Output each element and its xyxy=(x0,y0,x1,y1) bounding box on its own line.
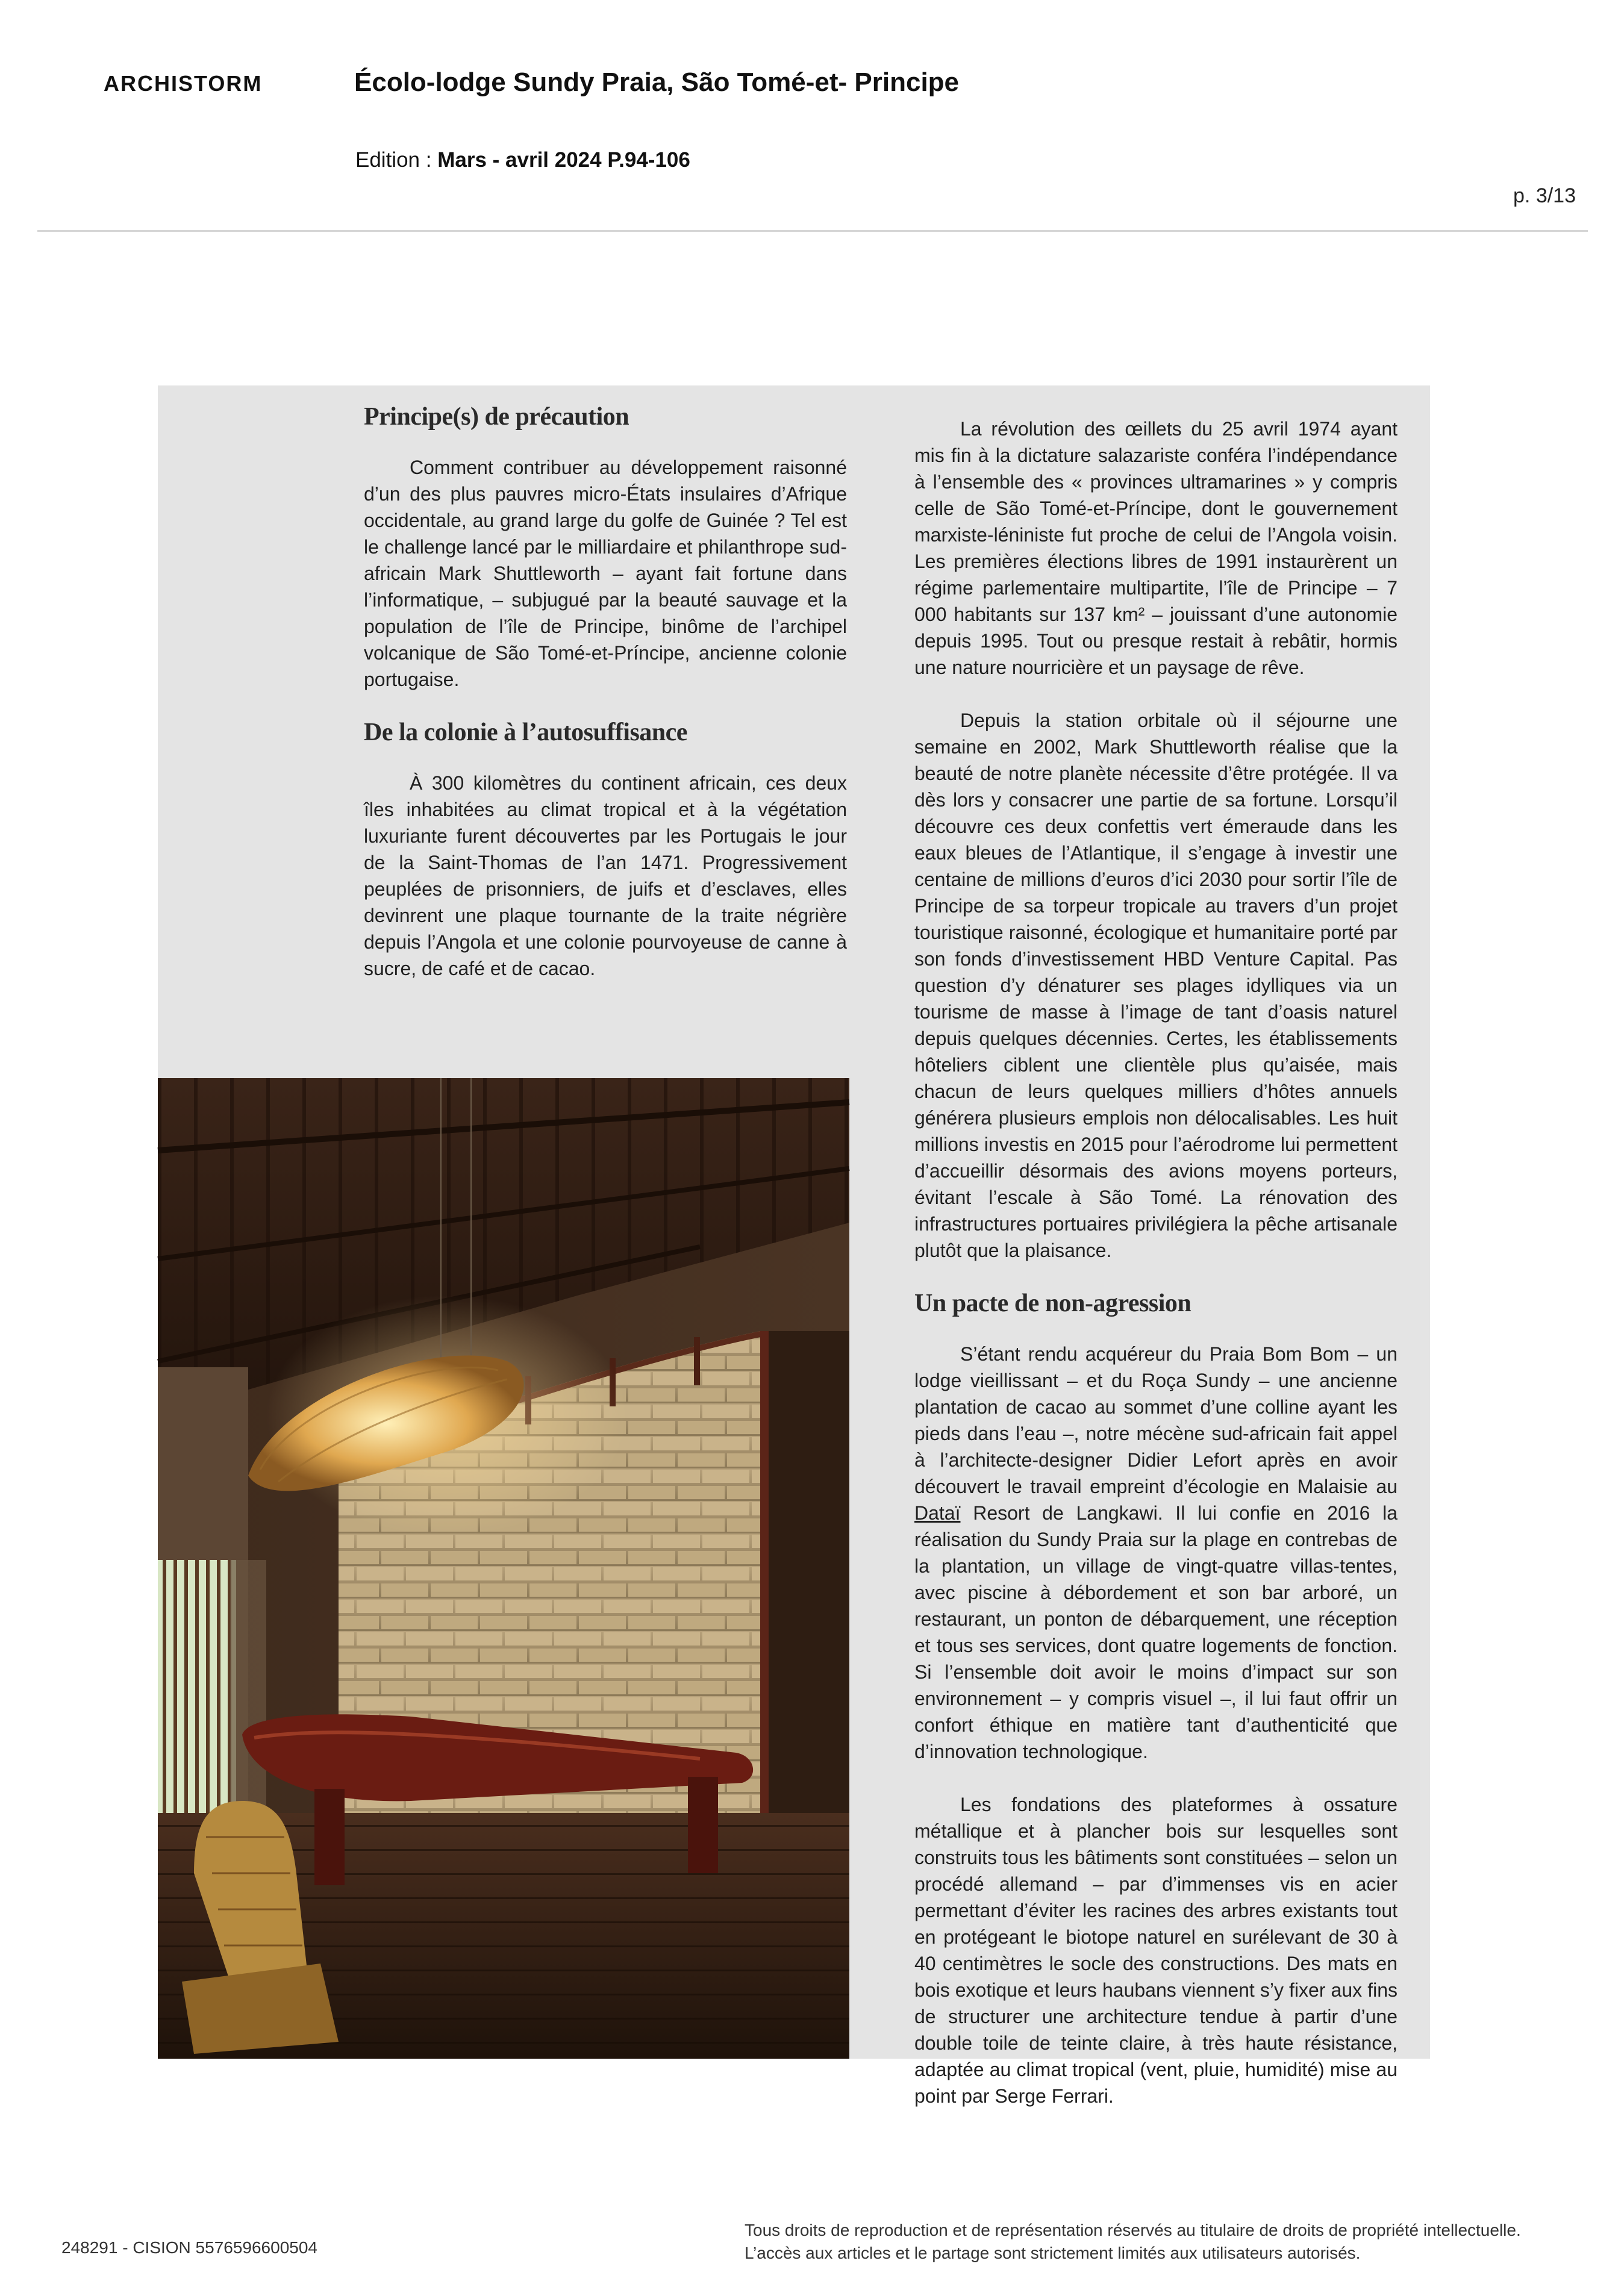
publication-logo: ARCHISTORM xyxy=(104,71,263,96)
edition-prefix: Edition : xyxy=(355,148,438,172)
section-heading: De la colonie à l’autosuffisance xyxy=(364,719,687,746)
paragraph: Les fondations des plateformes à ossature métallique et à plancher bois sur lesquelles sont construits tous les bâtiments sont constituées – selon un procédé allemand – par d’immenses vis en acier permettant d’éviter les racines des arbres existants tout en protégeant le biotope naturel en surélevant de 30 à 40 centimètres le socle des constructions. Des mats en bois exotique et leurs haubans viennent s’y fixer aux fins de structurer une architecture tendue à partir d’une double toile de teinte claire, à très haute résistance, adaptée au climat tropical (vent, pluie, humidité) mise au point par Serge Ferrari. xyxy=(914,1794,1398,2107)
paragraph: À 300 kilomètres du continent africain, ces deux îles inhabitées au climat tropical et à la végétation luxuriante furent découvertes par les Portugais le jour de la Saint-Thomas de l’an 1471. Progressivement peuplées de prisonniers, de juifs et d’esclaves, elles devinrent une plaque tournante de la traite négrière depuis l’Angola et une colonie pourvoyeuse de canne à sucre, de café et de cacao. xyxy=(364,772,847,979)
paragraph: Comment contribuer au développement raisonné d’un des plus pauvres micro-États insulaires d’Afrique occidentale, au grand large du golfe de Guinée ? Tel est le challenge lancé par le milliardaire et philanthrope sud-africain Mark Shuttleworth – ayant fait fortune dans l’informatique, – subjugué par la beauté sauvage et la population de l’île de Principe, binôme de l’archipel volcanique de São Tomé-et-Príncipe, ancienne colonie portugaise. xyxy=(364,457,847,690)
page-number: p. 3/13 xyxy=(1513,184,1576,207)
article-column-left xyxy=(364,404,847,982)
rights-line: L’accès aux articles et le partage sont strictement limités aux utilisateurs autorisés. xyxy=(745,2244,1361,2262)
paragraph-text: S’étant rendu acquéreur du Praia Bom Bom – un lodge vieillissant – et du Roça Sundy – une ancienne plantation de cacao au sommet d’une colline ayant les pieds dans l’eau –, notre mécène sud-africain fait appel à l’architecte-designer Didier Lefort après en avoir découvert le travail empreint d’écologie en Malaisie au xyxy=(914,1343,1398,1497)
datai-link[interactable]: Dataï xyxy=(914,1502,961,1524)
rights-line: Tous droits de reproduction et de représentation réservés au titulaire de droits de propriété intellectuelle. xyxy=(745,2221,1521,2239)
footer-rights xyxy=(745,2219,1521,2265)
section-heading: Un pacte de non-agression xyxy=(914,1290,1191,1317)
article-panel xyxy=(158,385,1430,2107)
interior-photo-illustration xyxy=(158,1078,849,2059)
paragraph: La révolution des œillets du 25 avril 1974 ayant mis fin à la dictature salazariste conféra l’indépendance à l’ensemble des « provinces ultramarines » y compris celle de São Tomé-et-Príncipe, dont le gouvernement marxiste-léniniste fut proche de celui de l’Angola voisin. Les premières élections libres de 1991 instaurèrent un régime parlementaire multipartite, l’île de Principe – 7 000 habitants sur 137 km² – jouissant d’une autonomie depuis 1995. Tout ou presque restait à rebâtir, hormis une nature nourricière et un paysage de rêve. xyxy=(914,418,1398,678)
section-heading: Principe(s) de précaution xyxy=(364,403,629,431)
paragraph-text: Resort de Langkawi. Il lui confie en 2016 la réalisation du Sundy Praia sur la plage en contrebas de la plantation, un village de vingt-quatre villas-tentes, avec piscine à débordement et son bar arboré, un restaurant, un ponton de débarquement, une réception et tous ses services, dont quatre logements de fonction. Si l’ensemble doit avoir le moins d’impact sur son environnement – y compris visuel –, il lui faut offrir un confort éthique en matière tant d’authenticité que d’innovation technologique. xyxy=(914,1502,1398,1762)
article-title: Écolo-lodge Sundy Praia, São Tomé-et- Principe xyxy=(354,67,960,97)
edition-info xyxy=(355,148,690,172)
paragraph: Depuis la station orbitale où il séjourne une semaine en 2002, Mark Shuttleworth réalise que la beauté de notre planète nécessite d’être protégée. Il va dès lors y consacrer une partie de sa fortune. Lorsqu’il découvre ces deux confettis vert émeraude dans les eaux bleues de l’Atlantique, il s’engage à investir une centaine de millions d’euros d’ici 2030 pour sortir l’île de Principe de sa torpeur tropicale au travers d’un projet touristique raisonné, écologique et humanitaire porté par son fonds d’investissement HBD Venture Capital. Pas question d’y dénaturer ses plages idylliques via un tourisme de masse à l’image de tant d’oasis naturel depuis quelques décennies. Certes, les établissements hôteliers ciblent une clientèle plus qu’aisée, mais chacun de leurs quelques milliers d’hôtes annuels générera plusieurs emplois non délocalisables. Les huit millions investis en 2015 pour l’aérodrome lui permettent d’accueillir désormais des avions moyens porteurs, évitant l’escale à São Tomé. La rénovation des infrastructures portuaires privilégiera la pêche artisanale plutôt que la plaisance. xyxy=(914,710,1398,1261)
edition-value: Mars - avril 2024 P.94-106 xyxy=(437,148,690,172)
header-divider xyxy=(37,230,1588,232)
article-column-right xyxy=(914,416,1398,2109)
footer-document-id: 248291 - CISION 5576596600504 xyxy=(61,2238,317,2257)
interior-photo xyxy=(158,1078,849,2059)
paragraph xyxy=(914,1341,1398,1765)
